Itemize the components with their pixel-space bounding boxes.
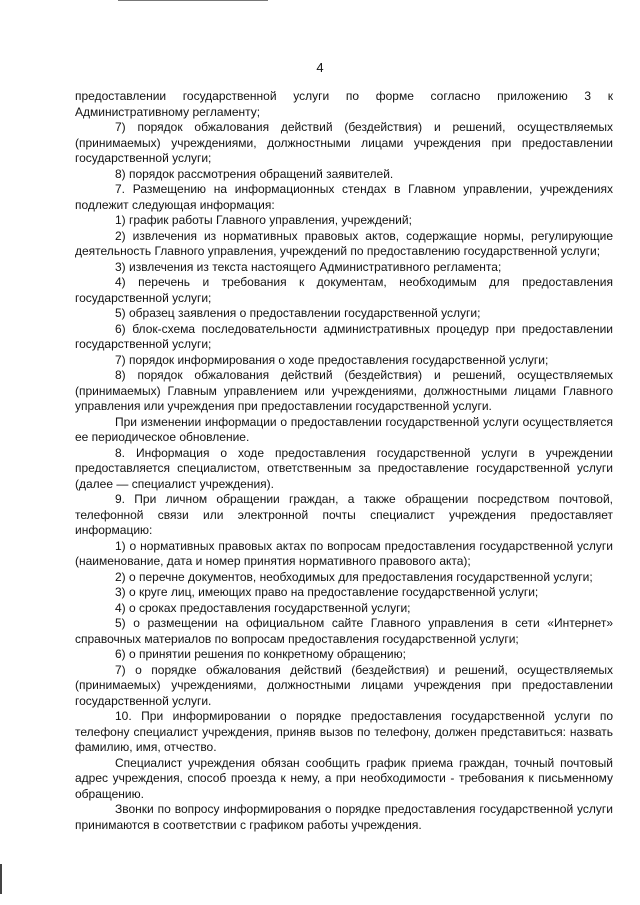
paragraph: 7) порядок информирования о ходе предоставления государственной услуги; — [115, 352, 549, 367]
paragraph: 9. При личном обращении граждан, а также обращении посредством почтовой, телефонной связи или электронной почты специалист учреждения предоставляет информацию: — [75, 492, 613, 537]
paragraph: 2) извлечения из нормативных правовых актов, содержащие нормы, регулирующие деятельность Главного управления, учреждений по предоставлению государственной услуги; — [75, 228, 613, 258]
document-body — [75, 89, 613, 833]
paragraph: Специалист учреждения обязан сообщить график приема граждан, точный почтовый адрес учреждения, способ проезда к нему, а при необходимости - требования к письменному обращению. — [75, 755, 613, 801]
paragraph: 5) о размещении на официальном сайте Главного управления в сети «Интернет» справочных материалов по вопросам предоставления государственной услуги; — [75, 616, 613, 646]
paragraph: 8) порядок обжалования действий (бездействия) и решений, осуществляемых (принимаемых) Главным управлением или учреждениями, должностными лицами Главного управления или учреждения при предоставлении государственной услуги. — [75, 368, 613, 413]
paragraph: 5) образец заявления о предоставлении государственной услуги; — [115, 306, 481, 320]
paragraph: 8) порядок рассмотрения обращений заявителей. — [115, 166, 394, 181]
scan-artifact-left-mark — [0, 864, 2, 894]
paragraph: 10. При информировании о порядке предоставления государственной услуги по телефону специалист учреждения, приняв вызов по телефону, должен представиться: назвать фамилию, имя, отчество. — [75, 709, 613, 754]
paragraph: 3) извлечения из текста настоящего Административного регламента; — [115, 259, 502, 274]
paragraph: 7. Размещению на информационных стендах в Главном управлении, учреждениях подлежит следующая информация: — [75, 182, 613, 212]
paragraph: При изменении информации о предоставлении государственной услуги осуществляется ее периодическое обновление. — [75, 414, 613, 444]
paragraph: 4) о сроках предоставления государственной услуги; — [115, 600, 411, 615]
paragraph: 6) блок-схема последовательности административных процедур при предоставлении государственной услуги; — [75, 321, 613, 351]
paragraph: 1) о нормативных правовых актах по вопросам предоставления государственной услуги (наименование, дата и номер принятия нормативного правового акта); — [75, 538, 613, 568]
paragraph: 2) о перечне документов, необходимых для предоставления государственной услуги; — [115, 569, 593, 584]
paragraph: 4) перечень и требования к документам, необходимым для предоставления государственной услуги; — [75, 275, 613, 305]
paragraph: 1) график работы Главного управления, учреждений; — [115, 213, 412, 227]
scan-artifact-top-line — [118, 0, 268, 1]
paragraph: 8. Информация о ходе предоставления государственной услуги в учреждении предоставляется специалистом, ответственным за предоставление государственной услуги (далее — специалист учреждения). — [75, 445, 613, 491]
paragraph: 7) о порядке обжалования действий (бездействия) и решений, осуществляемых (принимаемых) учреждениями, должностными лицами учреждения при предоставлении государственной услуги. — [75, 662, 613, 708]
page-number: 4 — [316, 60, 324, 75]
paragraph: предоставлении государственной услуги по форме согласно приложению 3 к Административному регламенту; — [75, 89, 613, 119]
paragraph: 3) о круге лиц, имеющих право на предоставление государственной услуги; — [115, 585, 539, 599]
paragraph: Звонки по вопросу информирования о порядке предоставления государственной услуги принимаются в соответствии с графиком работы учреждения. — [75, 802, 613, 832]
paragraph: 6) о принятии решения по конкретному обращению; — [115, 647, 406, 661]
paragraph: 7) порядок обжалования действий (бездействия) и решений, осуществляемых (принимаемых) учреждениями, должностными лицами учреждения при предоставлении государственной услуги; — [75, 120, 613, 165]
